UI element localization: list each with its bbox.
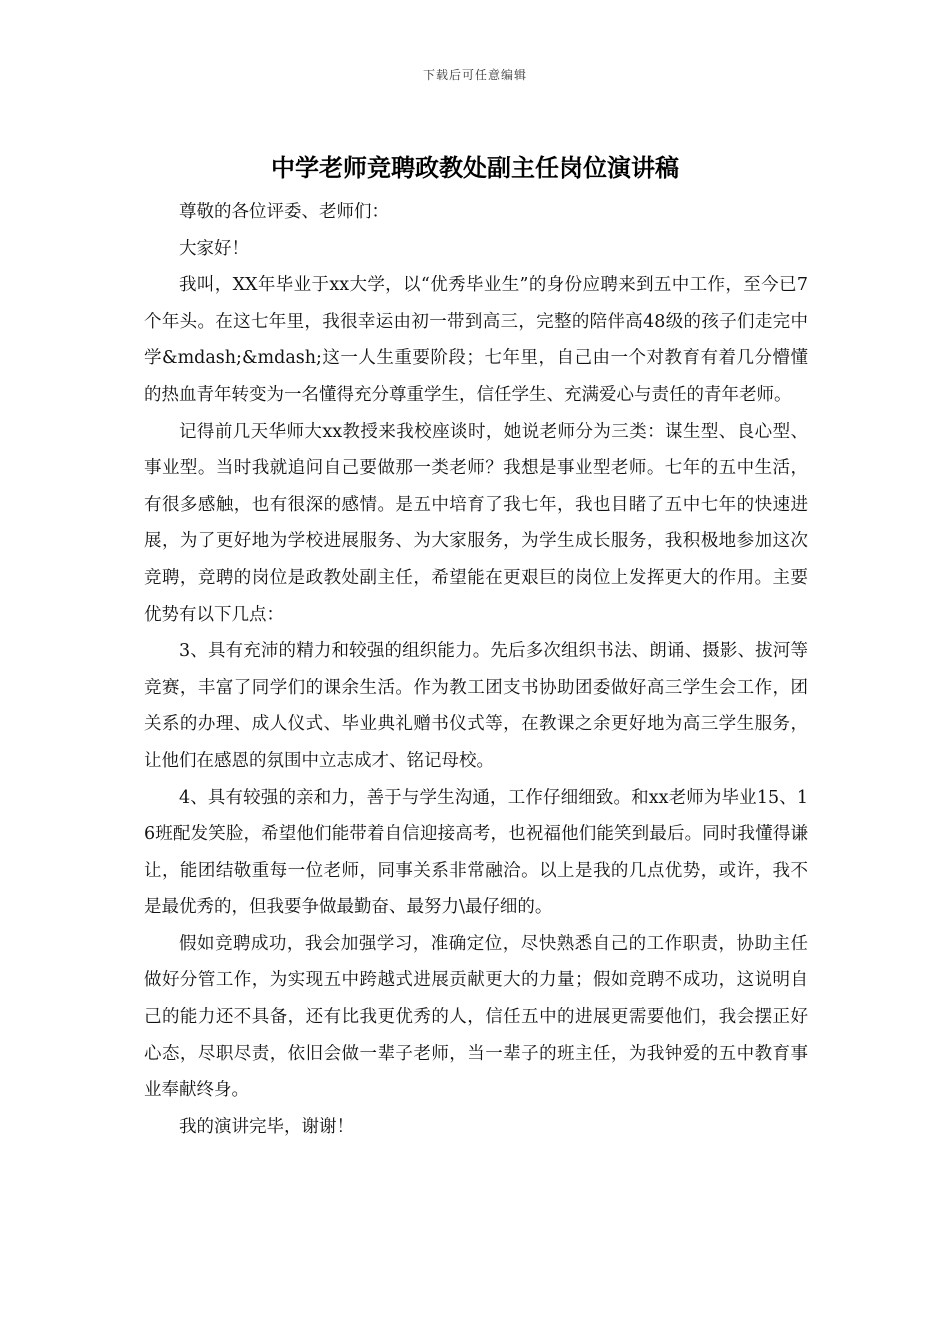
salutation-paragraph: 尊敬的各位评委、老师们： [179,202,389,222]
document-title: 中学老师竞聘政教处副主任岗位演讲稿 [271,153,679,182]
greeting-paragraph: 大家好！ [179,238,249,259]
body-paragraph: 3、具有充沛的精力和较强的组织能力。先后多次组织书法、朗诵、摄影、拔河等竞赛，丰富了同学们的课余生活。作为教工团支书协助团委做好高三学生会工作，团关系的办理、成人仪式、毕业典礼赠书仪式等，在教课之余更好地为高三学生服务，让他们在感恩的氛围中立志成才、铭记母校。 [144,641,808,771]
body-paragraph: 我叫，XX年毕业于xx大学，以“优秀毕业生”的身份应聘来到五中工作，至今已7个年头。在这七年里，我很幸运由初一带到高三，完整的陪伴高48级的孩子们走完中学&mdash;&mdash;这一人生重要阶段；七年里，自己由一个对教育有着几分懵懂的热血青年转变为一名懂得充分尊重学生，信任学生、充满爱心与责任的青年老师。 [144,275,808,405]
body-paragraph: 假如竞聘成功，我会加强学习，准确定位，尽快熟悉自己的工作职责，协助主任做好分管工作，为实现五中跨越式进展贡献更大的力量；假如竞聘不成功，这说明自己的能力还不具备，还有比我更优秀的人，信任五中的进展更需要他们，我会摆正好心态，尽职尽责，依旧会做一辈子老师，当一辈子的班主任，为我钟爱的五中教育事业奉献终身。 [144,933,808,1101]
header-note: 下载后可任意编辑 [422,68,527,82]
body-paragraph: 4、具有较强的亲和力，善于与学生沟通，工作仔细细致。和xx老师为毕业15、16班配发笑脸，希望他们能带着自信迎接高考，也祝福他们能笑到最后。同时我懂得谦让，能团结敬重每一位老师，同事关系非常融洽。以上是我的几点优势，或许，我不是最优秀的，但我要争做最勤奋、最努力\最仔细的。 [144,787,808,918]
body-paragraph: 记得前几天华师大xx教授来我校座谈时，她说老师分为三类：谋生型、良心型、事业型。当时我就追问自己要做那一类老师？我想是事业型老师。七年的五中生活，有很多感触，也有很深的感情。是五中培育了我七年，我也目睹了五中七年的快速进展，为了更好地为学校进展服务、为大家服务，为学生成长服务，我积极地参加这次竞聘，竞聘的岗位是政教处副主任，希望能在更艰巨的岗位上发挥更大的作用。主要优势有以下几点： [144,421,808,625]
document-body [144,194,808,1145]
closing-paragraph: 我的演讲完毕，谢谢！ [179,1116,354,1137]
